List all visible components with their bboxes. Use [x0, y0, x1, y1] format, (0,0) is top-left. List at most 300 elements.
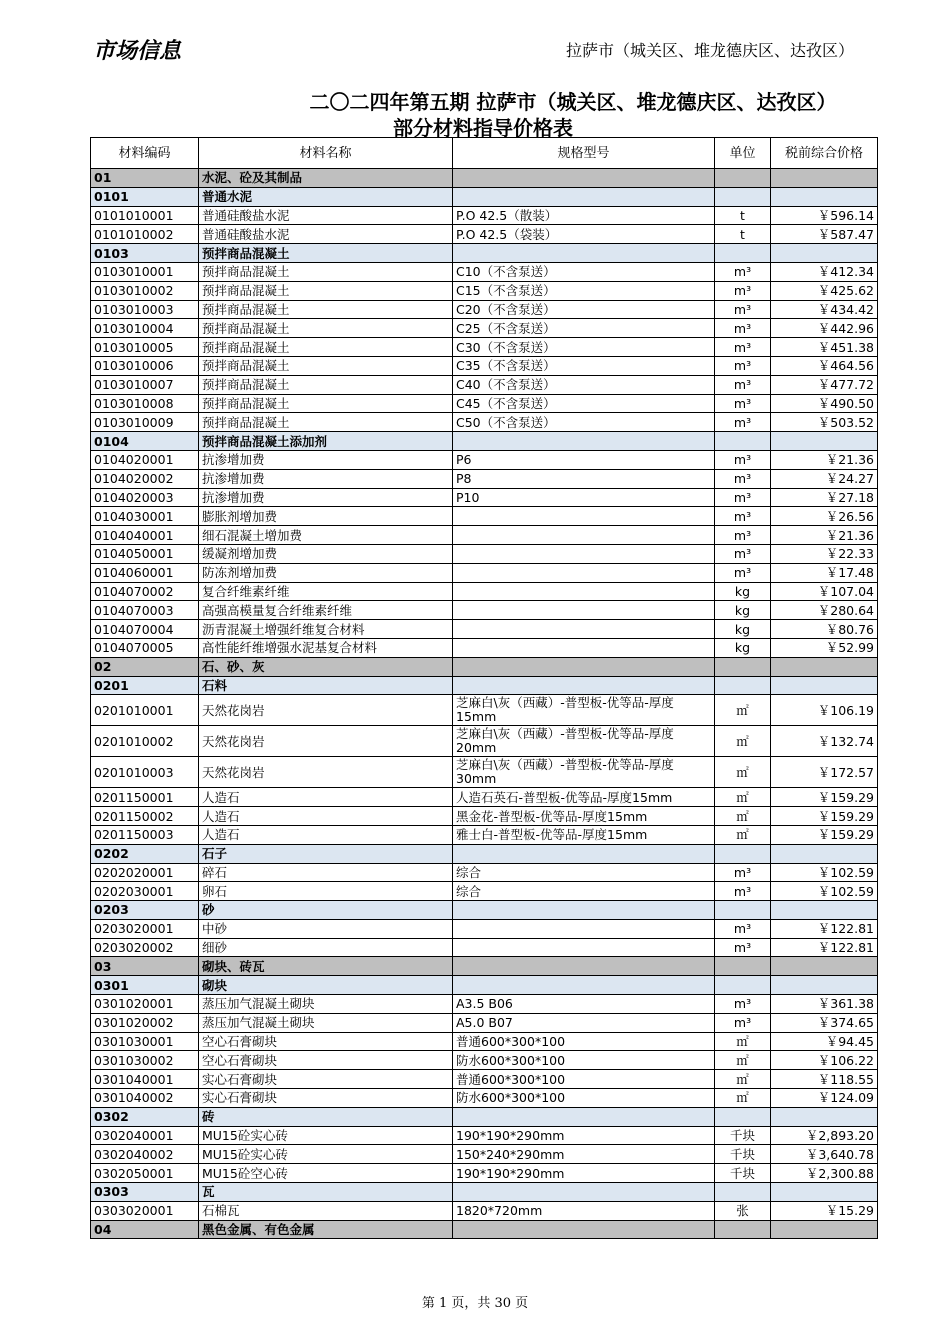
column-header-spec: 规格型号: [453, 138, 715, 169]
cell-code: 0104020001: [91, 450, 199, 469]
cell-name: 细石混凝土增加费: [199, 526, 453, 545]
cell-price: [771, 1107, 878, 1126]
cell-name: 砌块、砖瓦: [199, 957, 453, 976]
cell-name: MU15砼空心砖: [199, 1164, 453, 1183]
cell-code: 0301040002: [91, 1089, 199, 1108]
cell-spec: 综合: [453, 882, 715, 901]
cell-unit: t: [715, 225, 771, 244]
cell-unit: [715, 957, 771, 976]
cell-price: ￥107.04: [771, 582, 878, 601]
cell-price: ￥2,300.88: [771, 1164, 878, 1183]
cell-price: [771, 169, 878, 188]
cell-name: 预拌商品混凝土添加剂: [199, 432, 453, 451]
cell-spec: 1820*720mm: [453, 1201, 715, 1220]
subcategory-row: [91, 1183, 878, 1202]
cell-price: [771, 244, 878, 263]
cell-code: 0301030001: [91, 1032, 199, 1051]
cell-code: 04: [91, 1220, 199, 1239]
cell-price: ￥132.74: [771, 726, 878, 757]
table-row: [91, 825, 878, 844]
cell-name: 人造石: [199, 807, 453, 826]
column-header-unit: 单位: [715, 138, 771, 169]
cell-name: 空心石膏砌块: [199, 1032, 453, 1051]
cell-price: ￥442.96: [771, 319, 878, 338]
cell-spec: [453, 544, 715, 563]
cell-code: 0201010003: [91, 757, 199, 788]
column-header-name: 材料名称: [199, 138, 453, 169]
cell-name: 水泥、砼及其制品: [199, 169, 453, 188]
cell-code: 02: [91, 657, 199, 676]
cell-unit: m³: [715, 356, 771, 375]
cell-code: 0101010002: [91, 225, 199, 244]
cell-name: 预拌商品混凝土: [199, 281, 453, 300]
cell-code: 0303020001: [91, 1201, 199, 1220]
cell-unit: ㎡: [715, 825, 771, 844]
cell-code: 0104: [91, 432, 199, 451]
cell-name: 预拌商品混凝土: [199, 375, 453, 394]
cell-spec: A5.0 B07: [453, 1013, 715, 1032]
cell-price: ￥159.29: [771, 788, 878, 807]
cell-name: 膨胀剂增加费: [199, 507, 453, 526]
cell-unit: m³: [715, 469, 771, 488]
cell-unit: m³: [715, 882, 771, 901]
cell-spec: C30（不含泵送）: [453, 338, 715, 357]
cell-code: 0301030002: [91, 1051, 199, 1070]
cell-name: 细砂: [199, 938, 453, 957]
table-row: [91, 638, 878, 657]
cell-unit: m³: [715, 413, 771, 432]
category-row: [91, 657, 878, 676]
table-row: [91, 882, 878, 901]
cell-spec: [453, 526, 715, 545]
cell-unit: m³: [715, 938, 771, 957]
cell-price: ￥503.52: [771, 413, 878, 432]
cell-unit: [715, 432, 771, 451]
cell-spec: [453, 976, 715, 995]
cell-spec: [453, 638, 715, 657]
cell-spec: [453, 563, 715, 582]
cell-spec: C10（不含泵送）: [453, 262, 715, 281]
cell-price: ￥361.38: [771, 995, 878, 1014]
cell-unit: m³: [715, 1013, 771, 1032]
cell-code: 0104050001: [91, 544, 199, 563]
cell-name: 预拌商品混凝土: [199, 394, 453, 413]
cell-code: 0203020001: [91, 919, 199, 938]
cell-price: [771, 844, 878, 863]
cell-name: 复合纤维素纤维: [199, 582, 453, 601]
cell-name: 抗渗增加费: [199, 488, 453, 507]
cell-unit: t: [715, 206, 771, 225]
cell-name: 人造石: [199, 825, 453, 844]
cell-name: 砌块: [199, 976, 453, 995]
cell-name: 天然花岗岩: [199, 757, 453, 788]
cell-price: ￥118.55: [771, 1070, 878, 1089]
table-row: [91, 338, 878, 357]
cell-spec: [453, 1107, 715, 1126]
cell-code: 0103010003: [91, 300, 199, 319]
cell-unit: kg: [715, 620, 771, 639]
cell-code: 0103010004: [91, 319, 199, 338]
cell-code: 0104030001: [91, 507, 199, 526]
cell-spec: P6: [453, 450, 715, 469]
cell-code: 0101010001: [91, 206, 199, 225]
cell-unit: ㎡: [715, 788, 771, 807]
cell-name: 沥青混凝土增强纤维复合材料: [199, 620, 453, 639]
cell-price: ￥106.22: [771, 1051, 878, 1070]
cell-price: ￥280.64: [771, 601, 878, 620]
subcategory-row: [91, 244, 878, 263]
cell-code: 0202030001: [91, 882, 199, 901]
cell-unit: ㎡: [715, 1089, 771, 1108]
cell-unit: kg: [715, 601, 771, 620]
cell-price: ￥17.48: [771, 563, 878, 582]
cell-code: 0101: [91, 187, 199, 206]
table-row: [91, 601, 878, 620]
subcategory-row: [91, 901, 878, 920]
cell-unit: m³: [715, 319, 771, 338]
price-table: [90, 137, 878, 1239]
cell-code: 0103010005: [91, 338, 199, 357]
cell-unit: m³: [715, 507, 771, 526]
cell-code: 0302040001: [91, 1126, 199, 1145]
table-row: [91, 1070, 878, 1089]
table-row: [91, 394, 878, 413]
cell-unit: ㎡: [715, 1032, 771, 1051]
cell-name: 预拌商品混凝土: [199, 338, 453, 357]
cell-price: ￥21.36: [771, 450, 878, 469]
cell-price: ￥490.50: [771, 394, 878, 413]
document-title: 二〇二四年第五期 拉萨市（城关区、堆龙德庆区、达孜区）: [309, 90, 837, 114]
cell-spec: 综合: [453, 863, 715, 882]
cell-spec: [453, 187, 715, 206]
document-subtitle: 部分材料指导价格表: [393, 116, 573, 140]
cell-spec: 防水600*300*100: [453, 1051, 715, 1070]
cell-name: 抗渗增加费: [199, 469, 453, 488]
cell-code: 0201150001: [91, 788, 199, 807]
cell-code: 0201150002: [91, 807, 199, 826]
cell-unit: [715, 676, 771, 695]
table-row: [91, 507, 878, 526]
cell-spec: 190*190*290mm: [453, 1164, 715, 1183]
table-row: [91, 995, 878, 1014]
cell-name: 防冻剂增加费: [199, 563, 453, 582]
cell-name: 普通硅酸盐水泥: [199, 206, 453, 225]
table-row: [91, 1164, 878, 1183]
cell-name: 实心石膏砌块: [199, 1070, 453, 1089]
cell-code: 0103010002: [91, 281, 199, 300]
column-header-price: 税前综合价格: [771, 138, 878, 169]
cell-code: 0103: [91, 244, 199, 263]
cell-spec: 普通600*300*100: [453, 1070, 715, 1089]
cell-code: 0201: [91, 676, 199, 695]
cell-unit: m³: [715, 450, 771, 469]
cell-spec: C15（不含泵送）: [453, 281, 715, 300]
cell-price: ￥124.09: [771, 1089, 878, 1108]
cell-code: 0203020002: [91, 938, 199, 957]
cell-code: 0104060001: [91, 563, 199, 582]
cell-unit: [715, 187, 771, 206]
cell-price: [771, 657, 878, 676]
table-row: [91, 300, 878, 319]
cell-code: 0104070005: [91, 638, 199, 657]
cell-code: 01: [91, 169, 199, 188]
table-row: [91, 1201, 878, 1220]
cell-unit: m³: [715, 338, 771, 357]
cell-unit: [715, 901, 771, 920]
table-row: [91, 1145, 878, 1164]
cell-code: 0301: [91, 976, 199, 995]
cell-spec: C40（不含泵送）: [453, 375, 715, 394]
cell-code: 0103010008: [91, 394, 199, 413]
cell-unit: [715, 844, 771, 863]
cell-unit: m³: [715, 919, 771, 938]
cell-price: ￥122.81: [771, 938, 878, 957]
cell-name: 预拌商品混凝土: [199, 356, 453, 375]
table-row: [91, 319, 878, 338]
cell-name: 实心石膏砌块: [199, 1089, 453, 1108]
cell-name: MU15砼实心砖: [199, 1126, 453, 1145]
cell-unit: ㎡: [715, 1051, 771, 1070]
cell-name: 中砂: [199, 919, 453, 938]
table-row: [91, 1032, 878, 1051]
cell-name: 空心石膏砌块: [199, 1051, 453, 1070]
cell-spec: 芝麻白\灰（西藏）-普型板-优等品-厚度15mm: [453, 695, 715, 726]
cell-code: 0103010009: [91, 413, 199, 432]
cell-spec: 防水600*300*100: [453, 1089, 715, 1108]
cell-name: 高强高模量复合纤维素纤维: [199, 601, 453, 620]
cell-spec: [453, 432, 715, 451]
cell-name: 缓凝剂增加费: [199, 544, 453, 563]
cell-unit: ㎡: [715, 1070, 771, 1089]
table-row: [91, 450, 878, 469]
cell-price: [771, 1183, 878, 1202]
cell-code: 0104070002: [91, 582, 199, 601]
table-row: [91, 620, 878, 639]
cell-name: 石、砂、灰: [199, 657, 453, 676]
cell-name: 石子: [199, 844, 453, 863]
cell-name: MU15砼实心砖: [199, 1145, 453, 1164]
cell-name: 普通硅酸盐水泥: [199, 225, 453, 244]
cell-price: ￥3,640.78: [771, 1145, 878, 1164]
cell-unit: m³: [715, 526, 771, 545]
subcategory-row: [91, 844, 878, 863]
table-row: [91, 863, 878, 882]
cell-spec: 雅士白-普型板-优等品-厚度15mm: [453, 825, 715, 844]
cell-spec: P.O 42.5（散装）: [453, 206, 715, 225]
cell-unit: [715, 1183, 771, 1202]
cell-unit: [715, 1107, 771, 1126]
cell-price: [771, 676, 878, 695]
cell-name: 砖: [199, 1107, 453, 1126]
cell-unit: 张: [715, 1201, 771, 1220]
table-row: [91, 563, 878, 582]
cell-unit: kg: [715, 638, 771, 657]
cell-unit: 千块: [715, 1145, 771, 1164]
cell-code: 0202020001: [91, 863, 199, 882]
cell-unit: 千块: [715, 1164, 771, 1183]
table-row: [91, 488, 878, 507]
cell-code: 0301040001: [91, 1070, 199, 1089]
cell-name: 高性能纤维增强水泥基复合材料: [199, 638, 453, 657]
cell-code: 0201010002: [91, 726, 199, 757]
cell-spec: 190*190*290mm: [453, 1126, 715, 1145]
table-row: [91, 469, 878, 488]
table-header-row: [91, 138, 878, 169]
cell-price: [771, 432, 878, 451]
cell-price: ￥412.34: [771, 262, 878, 281]
cell-unit: [715, 657, 771, 676]
cell-name: 人造石: [199, 788, 453, 807]
table-row: [91, 1126, 878, 1145]
page-footer: 第 1 页，共 30 页: [421, 1296, 529, 1311]
cell-name: 预拌商品混凝土: [199, 413, 453, 432]
cell-unit: ㎡: [715, 726, 771, 757]
category-row: [91, 1220, 878, 1239]
cell-price: ￥102.59: [771, 863, 878, 882]
cell-price: ￥21.36: [771, 526, 878, 545]
cell-unit: ㎡: [715, 807, 771, 826]
cell-price: ￥15.29: [771, 1201, 878, 1220]
cell-unit: m³: [715, 863, 771, 882]
cell-spec: [453, 957, 715, 976]
cell-unit: [715, 169, 771, 188]
cell-unit: m³: [715, 995, 771, 1014]
cell-spec: P10: [453, 488, 715, 507]
cell-price: ￥451.38: [771, 338, 878, 357]
table-row: [91, 1013, 878, 1032]
cell-unit: m³: [715, 488, 771, 507]
cell-spec: [453, 582, 715, 601]
cell-spec: 黑金花-普型板-优等品-厚度15mm: [453, 807, 715, 826]
section-header-left: 市场信息: [93, 38, 182, 64]
cell-price: ￥159.29: [771, 807, 878, 826]
table-row: [91, 788, 878, 807]
cell-code: 0202: [91, 844, 199, 863]
cell-name: 预拌商品混凝土: [199, 262, 453, 281]
table-row: [91, 807, 878, 826]
cell-price: ￥26.56: [771, 507, 878, 526]
cell-price: ￥587.47: [771, 225, 878, 244]
cell-code: 0103010001: [91, 262, 199, 281]
cell-price: ￥52.99: [771, 638, 878, 657]
table-row: [91, 206, 878, 225]
cell-code: 0303: [91, 1183, 199, 1202]
cell-price: [771, 901, 878, 920]
table-row: [91, 1051, 878, 1070]
cell-unit: [715, 976, 771, 995]
subcategory-row: [91, 976, 878, 995]
cell-spec: 芝麻白\灰（西藏）-普型板-优等品-厚度 30mm: [453, 757, 715, 788]
section-header-right: 拉萨市（城关区、堆龙德庆区、达孜区）: [565, 41, 854, 60]
cell-code: 0301020002: [91, 1013, 199, 1032]
cell-price: ￥2,893.20: [771, 1126, 878, 1145]
cell-spec: [453, 938, 715, 957]
cell-code: 0302040002: [91, 1145, 199, 1164]
category-row: [91, 957, 878, 976]
table-row: [91, 938, 878, 957]
cell-price: [771, 957, 878, 976]
cell-spec: C35（不含泵送）: [453, 356, 715, 375]
cell-spec: [453, 919, 715, 938]
cell-code: 0104020003: [91, 488, 199, 507]
subcategory-row: [91, 187, 878, 206]
cell-spec: C50（不含泵送）: [453, 413, 715, 432]
table-row: [91, 281, 878, 300]
cell-price: [771, 187, 878, 206]
cell-code: 0301020001: [91, 995, 199, 1014]
table-row: [91, 375, 878, 394]
cell-unit: m³: [715, 394, 771, 413]
cell-unit: kg: [715, 582, 771, 601]
subcategory-row: [91, 676, 878, 695]
cell-price: ￥94.45: [771, 1032, 878, 1051]
cell-name: 黑色金属、有色金属: [199, 1220, 453, 1239]
cell-spec: P8: [453, 469, 715, 488]
cell-price: ￥80.76: [771, 620, 878, 639]
cell-price: ￥27.18: [771, 488, 878, 507]
cell-code: 03: [91, 957, 199, 976]
cell-spec: 普通600*300*100: [453, 1032, 715, 1051]
cell-unit: m³: [715, 544, 771, 563]
cell-spec: A3.5 B06: [453, 995, 715, 1014]
cell-code: 0104070003: [91, 601, 199, 620]
cell-name: 抗渗增加费: [199, 450, 453, 469]
table-row: [91, 757, 878, 788]
table-body: [91, 169, 878, 1239]
cell-unit: m³: [715, 375, 771, 394]
cell-spec: [453, 844, 715, 863]
cell-price: ￥122.81: [771, 919, 878, 938]
cell-name: 瓦: [199, 1183, 453, 1202]
cell-name: 预拌商品混凝土: [199, 300, 453, 319]
cell-spec: C45（不含泵送）: [453, 394, 715, 413]
cell-spec: 150*240*290mm: [453, 1145, 715, 1164]
cell-price: ￥24.27: [771, 469, 878, 488]
cell-spec: [453, 169, 715, 188]
cell-name: 碎石: [199, 863, 453, 882]
cell-price: ￥425.62: [771, 281, 878, 300]
cell-spec: C20（不含泵送）: [453, 300, 715, 319]
cell-spec: [453, 1220, 715, 1239]
table-row: [91, 582, 878, 601]
cell-code: 0103010007: [91, 375, 199, 394]
cell-name: 天然花岗岩: [199, 726, 453, 757]
cell-price: ￥102.59: [771, 882, 878, 901]
cell-spec: [453, 676, 715, 695]
column-header-code: 材料编码: [91, 138, 199, 169]
table-row: [91, 262, 878, 281]
cell-name: 普通水泥: [199, 187, 453, 206]
cell-spec: [453, 901, 715, 920]
cell-name: 砂: [199, 901, 453, 920]
table-row: [91, 726, 878, 757]
cell-code: 0104070004: [91, 620, 199, 639]
table-row: [91, 225, 878, 244]
cell-price: ￥434.42: [771, 300, 878, 319]
cell-price: ￥596.14: [771, 206, 878, 225]
cell-name: 蒸压加气混凝土砌块: [199, 995, 453, 1014]
cell-code: 0103010006: [91, 356, 199, 375]
cell-price: ￥22.33: [771, 544, 878, 563]
table-row: [91, 413, 878, 432]
cell-spec: [453, 601, 715, 620]
cell-code: 0203: [91, 901, 199, 920]
table-row: [91, 1089, 878, 1108]
cell-price: ￥106.19: [771, 695, 878, 726]
cell-spec: [453, 1183, 715, 1202]
subcategory-row: [91, 1107, 878, 1126]
cell-unit: 千块: [715, 1126, 771, 1145]
